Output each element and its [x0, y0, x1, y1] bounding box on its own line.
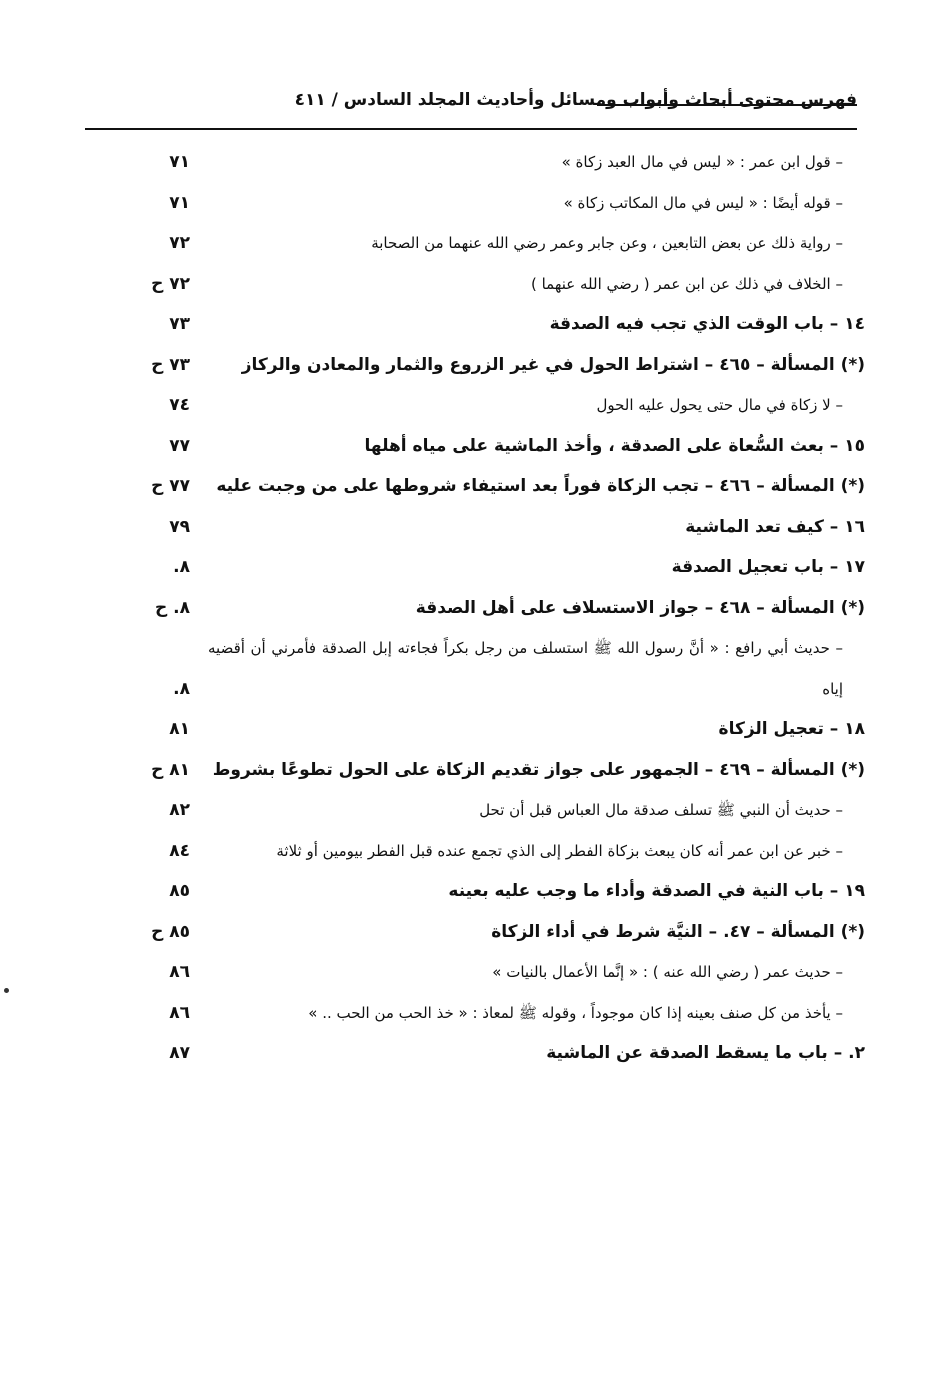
toc-entry: [100, 790, 865, 831]
toc-entry-page-number: ٨١ ح: [151, 759, 190, 780]
toc-entry-text: (*) المسألة – ٤٦٨ – جواز الاستسلاف على أهل الصدقة: [415, 597, 865, 618]
toc-entry: [100, 993, 865, 1034]
toc-entry: [100, 466, 865, 507]
toc-entry: [100, 831, 865, 872]
table-of-contents: [100, 142, 865, 1074]
toc-entry-text: (*) المسألة – ٤٦٩ – الجمهور على جواز تقديم الزكاة على الحول تطوعًا بشروط: [212, 759, 865, 780]
toc-entry-page-number: ٨٧: [169, 1043, 190, 1063]
toc-entry: [100, 304, 865, 345]
toc-entry-page-number: ٧٢: [169, 233, 190, 253]
toc-entry: [100, 871, 865, 912]
toc-entry-page-number: ٧٢ ح: [151, 273, 190, 294]
toc-entry-text: – رواية ذلك عن بعض التابعين ، وعن جابر وعمر رضي الله عنهما من الصحابة: [371, 234, 843, 252]
toc-entry-page-number: ٨٦: [169, 962, 190, 982]
toc-entry-page-number: ٨. ح: [154, 597, 190, 618]
toc-entry: [100, 547, 865, 588]
toc-entry-text: ٢. – باب ما يسقط الصدقة عن الماشية: [546, 1043, 865, 1063]
toc-entry-text: – حديث أبي رافع : « أنَّ رسول الله ﷺ استسلف من رجل بكراً فجاءته إبل الصدقة فأمرني أن أقضيه إياه: [208, 639, 843, 698]
header-title: فهرس محتوى أبحاث وأبواب ومسائل وأحاديث المجلد السادس / ٤١١: [294, 90, 857, 110]
toc-entry: [100, 223, 865, 264]
toc-entry-text: – حديث عمر ( رضي الله عنه ) : « إنَّما الأعمال بالنيات »: [492, 963, 843, 981]
toc-entry-text: – الخلاف في ذلك عن ابن عمر ( رضي الله عنهما ): [530, 274, 843, 293]
toc-entry-page-number: ٨.: [173, 678, 190, 699]
toc-entry-page-number: ٨.: [173, 557, 190, 577]
toc-entry-text: (*) المسألة – ٤٦٥ – اشتراط الحول في غير الزروع والثمار والمعادن والركاز: [241, 354, 865, 375]
toc-entry: [100, 264, 865, 305]
toc-entry: [100, 709, 865, 750]
toc-entry-page-number: ٨٥: [169, 881, 190, 901]
toc-entry-page-number: ٧١: [169, 192, 190, 213]
toc-entry: [100, 345, 865, 386]
toc-entry-page-number: ٨٢: [169, 800, 190, 820]
toc-entry: [100, 750, 865, 791]
toc-entry-page-number: ٨٥ ح: [151, 921, 190, 942]
toc-entry: [100, 628, 865, 709]
toc-entry: [100, 952, 865, 993]
toc-entry: [100, 183, 865, 224]
toc-entry-page-number: ٨١: [169, 719, 190, 739]
toc-entry-text: – لا زكاة في مال حتى يحول عليه الحول: [596, 396, 843, 414]
toc-entry: [100, 912, 865, 953]
toc-entry-page-number: ٨٦: [169, 1002, 190, 1023]
toc-entry-text: ١٧ – باب تعجيل الصدقة: [671, 557, 865, 577]
toc-entry: [100, 142, 865, 183]
toc-entry: [100, 1033, 865, 1074]
toc-entry-page-number: ٧١: [169, 152, 190, 172]
toc-entry-text: ١٨ – تعجيل الزكاة: [718, 719, 865, 739]
toc-entry-text: (*) المسألة – ٤٦٦ – تجب الزكاة فوراً بعد استيفاء شروطها على من وجبت عليه: [216, 476, 865, 496]
toc-entry: [100, 507, 865, 548]
toc-entry-page-number: ٧٩: [169, 516, 190, 537]
toc-entry-text: ١٥ – بعث السُّعاة على الصدقة ، وأخذ الماشية على مياه أهلها: [364, 435, 865, 456]
toc-entry-page-number: ٧٧ ح: [151, 476, 190, 496]
toc-entry-text: – قول ابن عمر : « ليس في مال العبد زكاة »: [561, 153, 843, 171]
toc-entry: [100, 588, 865, 629]
toc-entry: [100, 426, 865, 467]
toc-entry-text: ١٤ – باب الوقت الذي تجب فيه الصدقة: [549, 314, 865, 334]
toc-entry-page-number: ٨٤: [169, 840, 190, 861]
toc-entry-page-number: ٧٣: [169, 314, 190, 334]
toc-entry-text: – قوله أيضًا : « ليس في مال المكاتب زكاة »: [563, 193, 843, 212]
toc-entry-text: ١٦ – كيف تعد الماشية: [685, 516, 865, 537]
running-header: [85, 88, 857, 130]
toc-entry: [100, 385, 865, 426]
margin-dot: [4, 988, 9, 993]
toc-entry-page-number: ٧٧: [169, 435, 190, 456]
toc-entry-text: – خبر عن ابن عمر أنه كان يبعث بزكاة الفطر إلى الذي تجمع عنده قبل الفطر بيومين أو ثلاثة: [276, 841, 843, 860]
toc-entry-page-number: ٧٣ ح: [151, 354, 190, 375]
toc-entry-text: – حديث أن النبي ﷺ تسلف صدقة مال العباس قبل أن تحل: [479, 801, 843, 819]
toc-entry-page-number: ٧٤: [169, 395, 190, 415]
toc-entry-text: (*) المسألة – ٤٧. – النيَّة شرط في أداء الزكاة: [491, 921, 865, 942]
toc-entry-text: – يأخذ من كل صنف بعينه إذا كان موجوداً ، وقوله ﷺ لمعاذ : « خذ الحب من الحب .. »: [308, 1003, 843, 1022]
toc-entry-text: ١٩ – باب النية في الصدقة وأداء ما وجب عليه بعينه: [448, 881, 865, 901]
